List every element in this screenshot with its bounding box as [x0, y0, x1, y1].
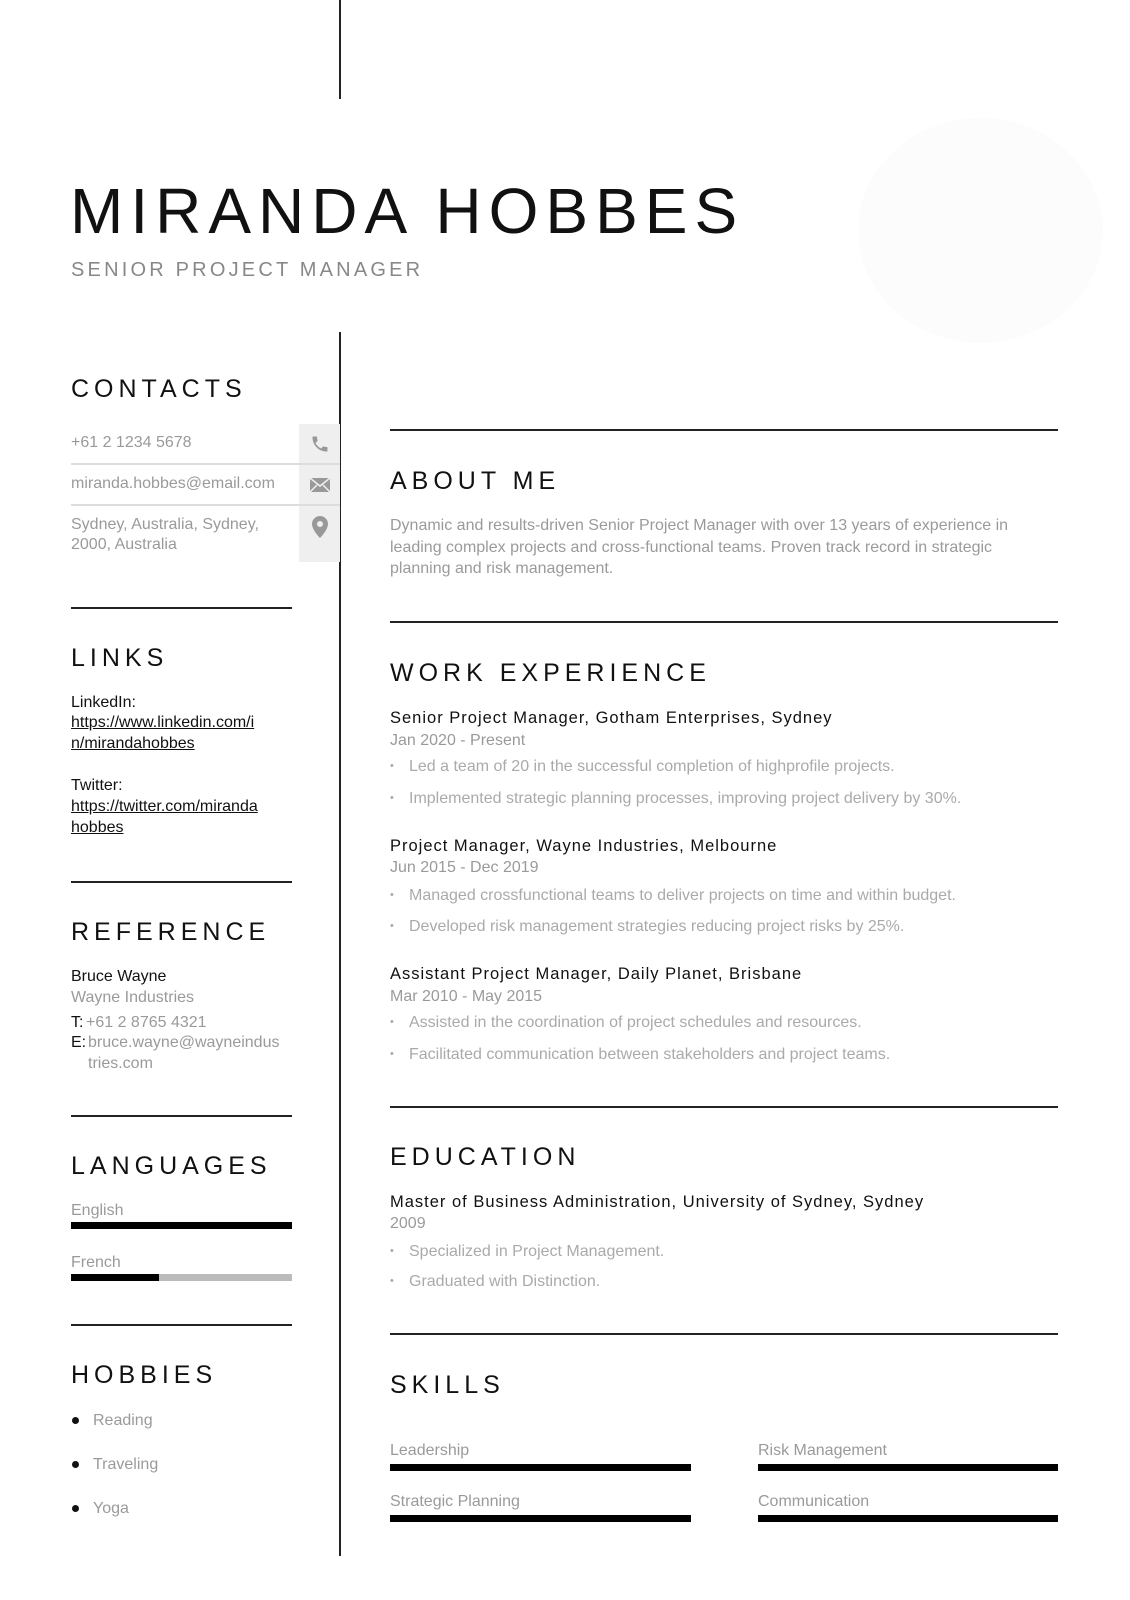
- section-divider: [390, 621, 1058, 623]
- job-bullet: • Facilitated communication between stakeholders and project teams.: [409, 1044, 890, 1065]
- reference-email-cont: tries.com: [88, 1055, 153, 1072]
- reference-name: Bruce Wayne: [71, 968, 167, 985]
- skill-name: Communication: [758, 1493, 870, 1510]
- linkedin-link[interactable]: https://www.linkedin.com/i: [71, 714, 255, 731]
- links-heading: LINKS: [71, 644, 169, 672]
- contact-phone: +61 2 1234 5678: [71, 434, 192, 451]
- about-text: leading complex projects and cross-functional teams. Proven track record in strategic: [390, 539, 993, 556]
- hobby-item: Yoga: [93, 1500, 129, 1517]
- skill-name: Risk Management: [758, 1442, 887, 1459]
- contact-address-2: 2000, Australia: [71, 536, 177, 553]
- section-divider: [390, 1106, 1058, 1108]
- candidate-title: SENIOR PROJECT MANAGER: [71, 259, 424, 281]
- top-divider: [339, 0, 341, 99]
- hobbies-heading: HOBBIES: [71, 1361, 218, 1389]
- reference-company: Wayne Industries: [71, 989, 195, 1006]
- phone-icon: [300, 424, 340, 464]
- language-bar-fill: [71, 1222, 292, 1229]
- envelope-icon: [300, 465, 340, 505]
- candidate-name: MIRANDA HOBBES: [70, 175, 745, 247]
- job-dates: Mar 2010 - May 2015: [390, 988, 543, 1005]
- about-heading: ABOUT ME: [390, 467, 561, 495]
- reference-email-label: E:: [71, 1034, 87, 1051]
- section-divider: [71, 1324, 292, 1326]
- contact-address-1: Sydney, Australia, Sydney,: [71, 516, 259, 533]
- skill-bar: [390, 1464, 691, 1471]
- degree-title: Master of Business Administration, University of Sydney, Sydney: [390, 1193, 925, 1211]
- languages-heading: LANGUAGES: [71, 1152, 272, 1180]
- hobby-item: Traveling: [93, 1456, 159, 1473]
- skill-bar: [758, 1464, 1058, 1471]
- twitter-link[interactable]: https://twitter.com/miranda: [71, 798, 258, 815]
- hobby-item: Reading: [93, 1412, 153, 1429]
- skill-name: Strategic Planning: [390, 1493, 520, 1510]
- education-bullet: • Specialized in Project Management.: [409, 1241, 664, 1262]
- job-bullet: • Developed risk management strategies reducing project risks by 25%.: [409, 916, 904, 937]
- section-divider: [71, 607, 292, 609]
- skills-heading: SKILLS: [390, 1371, 505, 1399]
- reference-phone-label: T:: [71, 1014, 84, 1031]
- contacts-heading: CONTACTS: [71, 375, 247, 403]
- job-bullet: • Assisted in the coordination of project schedules and resources.: [409, 1012, 862, 1033]
- job-title: Assistant Project Manager, Daily Planet, Brisbane: [390, 965, 803, 983]
- contact-email: miranda.hobbes@email.com: [71, 475, 275, 492]
- about-text: Dynamic and results-driven Senior Project Manager with over 13 years of experience in: [390, 517, 1009, 534]
- linkedin-link-cont[interactable]: n/mirandahobbes: [71, 735, 195, 752]
- section-divider: [71, 1115, 292, 1117]
- language-bar-fill: [71, 1274, 159, 1281]
- twitter-label: Twitter:: [71, 777, 123, 794]
- section-divider: [390, 429, 1058, 431]
- language-name: English: [71, 1202, 124, 1219]
- job-bullet: • Implemented strategic planning processes, improving project delivery by 30%.: [409, 788, 961, 809]
- section-divider: [390, 1333, 1058, 1335]
- twitter-link-cont[interactable]: hobbes: [71, 819, 124, 836]
- reference-heading: REFERENCE: [71, 918, 271, 946]
- education-heading: EDUCATION: [390, 1143, 581, 1171]
- map-pin-icon: [300, 507, 340, 547]
- linkedin-label: LinkedIn:: [71, 694, 136, 711]
- reference-email: bruce.wayne@wayneindus: [88, 1034, 280, 1051]
- education-bullet: • Graduated with Distinction.: [409, 1271, 600, 1292]
- skill-name: Leadership: [390, 1442, 470, 1459]
- job-bullet: • Managed crossfunctional teams to deliver projects on time and within budget.: [409, 885, 956, 906]
- job-dates: Jan 2020 - Present: [390, 732, 526, 749]
- about-text: planning and risk management.: [390, 560, 614, 577]
- work-heading: WORK EXPERIENCE: [390, 659, 711, 687]
- skill-bar: [758, 1515, 1058, 1522]
- job-title: Project Manager, Wayne Industries, Melbourne: [390, 837, 778, 855]
- degree-year: 2009: [390, 1215, 426, 1232]
- section-divider: [71, 881, 292, 883]
- job-title: Senior Project Manager, Gotham Enterprises, Sydney: [390, 709, 833, 727]
- reference-phone: +61 2 8765 4321: [86, 1014, 207, 1031]
- job-bullet: • Led a team of 20 in the successful completion of highprofile projects.: [409, 756, 895, 777]
- skill-bar: [390, 1515, 691, 1522]
- photo-placeholder: [858, 118, 1103, 343]
- job-dates: Jun 2015 - Dec 2019: [390, 859, 539, 876]
- language-name: French: [71, 1254, 121, 1271]
